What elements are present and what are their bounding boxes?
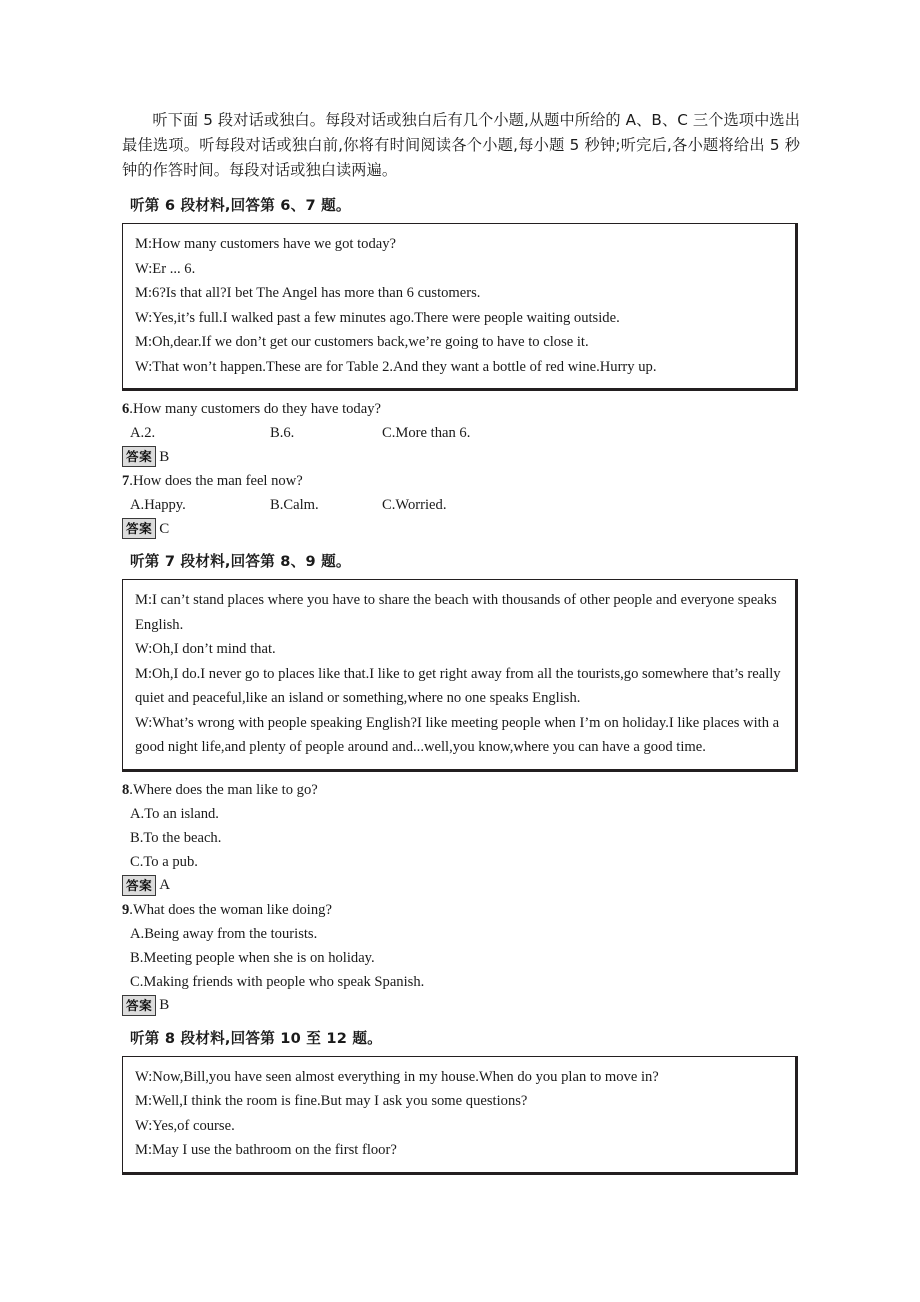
question-item [122, 778, 800, 896]
dialogue-line: M:Oh,dear.If we don’t get our customers back,we’re going to have to close it. [135, 334, 589, 350]
dialogue-line: M:I can’t stand places where you have to share the beach with thousands of other people and everyone speaks English. [135, 592, 777, 633]
dialogue-box [122, 579, 798, 772]
dialogue-box [122, 1056, 798, 1175]
answer-line [122, 875, 800, 896]
answer-line [122, 518, 800, 539]
option-c[interactable]: C.Making friends with people who speak Spanish. [130, 973, 425, 990]
answer-line [122, 995, 800, 1016]
question-stem [122, 469, 800, 493]
dialogue-line: W:Yes,it’s full.I walked past a few minutes ago.There were people waiting outside. [135, 309, 620, 326]
answer-value: A [159, 877, 171, 893]
answer-value: B [159, 448, 170, 465]
option-stack [122, 802, 800, 874]
option-b[interactable]: B.6. [270, 425, 295, 441]
question-stem [122, 778, 800, 802]
question-number: 8 [122, 781, 130, 798]
dialogue-line: W:That won’t happen.These are for Table 2.And they want a bottle of red wine.Hurry up. [135, 358, 657, 375]
answer-line [122, 446, 800, 467]
question-number: 6 [122, 401, 130, 417]
option-row [122, 421, 800, 445]
question-text: .How does the man feel now? [129, 473, 303, 489]
option-b[interactable]: B.Calm. [270, 497, 319, 513]
listening-section [122, 551, 800, 1016]
dialogue-line: M:How many customers have we got today? [135, 236, 397, 252]
question-number: 9 [122, 901, 130, 918]
section-heading: 听第 6 段材料,回答第 6、7 题。 [130, 197, 351, 214]
section-heading: 听第 8 段材料,回答第 10 至 12 题。 [130, 1029, 382, 1047]
answer-label: 答案 [122, 446, 156, 467]
page-content [122, 108, 800, 1181]
dialogue-line: W:Now,Bill,you have seen almost everything in my house.When do you plan to move in? [135, 1068, 659, 1085]
question-text: .How many customers do they have today? [129, 401, 381, 417]
answer-label: 答案 [122, 995, 156, 1016]
option-row [122, 493, 800, 517]
listening-section [122, 195, 800, 539]
dialogue-line: W:Er ... 6. [135, 260, 196, 277]
answer-label: 答案 [122, 875, 156, 896]
dialogue-line: M:6?Is that all?I bet The Angel has more than 6 customers. [135, 285, 481, 301]
question-stem [122, 898, 800, 922]
question-item [122, 469, 800, 539]
dialogue-box-wrapper [122, 223, 798, 391]
dialogue-box-wrapper [122, 1056, 798, 1175]
listening-section [122, 1028, 800, 1175]
dialogue-line: W:Yes,of course. [135, 1117, 235, 1134]
question-item [122, 898, 800, 1016]
option-b[interactable]: B.To the beach. [130, 829, 222, 846]
option-c[interactable]: C.Worried. [382, 497, 447, 513]
dialogue-line: W:Oh,I don’t mind that. [135, 641, 276, 657]
option-c[interactable]: C.To a pub. [130, 853, 198, 870]
option-a[interactable]: A.To an island. [130, 805, 219, 822]
dialogue-box-wrapper [122, 579, 798, 772]
option-b[interactable]: B.Meeting people when she is on holiday. [130, 949, 375, 966]
dialogue-line: M:May I use the bathroom on the first floor? [135, 1142, 397, 1158]
section-heading: 听第 7 段材料,回答第 8、9 题。 [130, 553, 351, 570]
option-a[interactable]: A.2. [130, 425, 156, 441]
answer-label: 答案 [122, 518, 156, 539]
answer-value: B [159, 997, 170, 1013]
dialogue-line: W:What’s wrong with people speaking English?I like meeting people when I’m on holiday.I like places with a good night life,and plenty of people around and...well,you know,where you can have a good time. [135, 714, 780, 755]
dialogue-line: M:Oh,I do.I never go to places like that.I like to get right away from all the tourists,go somewhere that’s really quiet and peaceful,like an island or something,where no one speaks English. [135, 665, 781, 706]
option-a[interactable]: A.Being away from the tourists. [130, 925, 318, 942]
question-stem [122, 397, 800, 421]
answer-value: C [159, 520, 170, 537]
question-number: 7 [122, 473, 130, 489]
option-c[interactable]: C.More than 6. [382, 425, 471, 441]
listening-instructions-paragraph: 听下面 5 段对话或独白。每段对话或独白后有几个小题,从题中所给的 A、B、C 三个选项中选出最佳选项。听每段对话或独白前,你将有时间阅读各个小题,每小题 5 秒钟;听完后,各小题将给出 5 秒钟的作答时间。每段对话或独白读两遍。 [122, 111, 800, 179]
question-text: .Where does the man like to go? [129, 781, 318, 798]
question-item [122, 397, 800, 467]
dialogue-box [122, 223, 798, 391]
question-text: .What does the woman like doing? [129, 901, 332, 918]
option-stack [122, 922, 800, 994]
option-a[interactable]: A.Happy. [130, 497, 186, 513]
dialogue-line: M:Well,I think the room is fine.But may I ask you some questions? [135, 1093, 528, 1109]
